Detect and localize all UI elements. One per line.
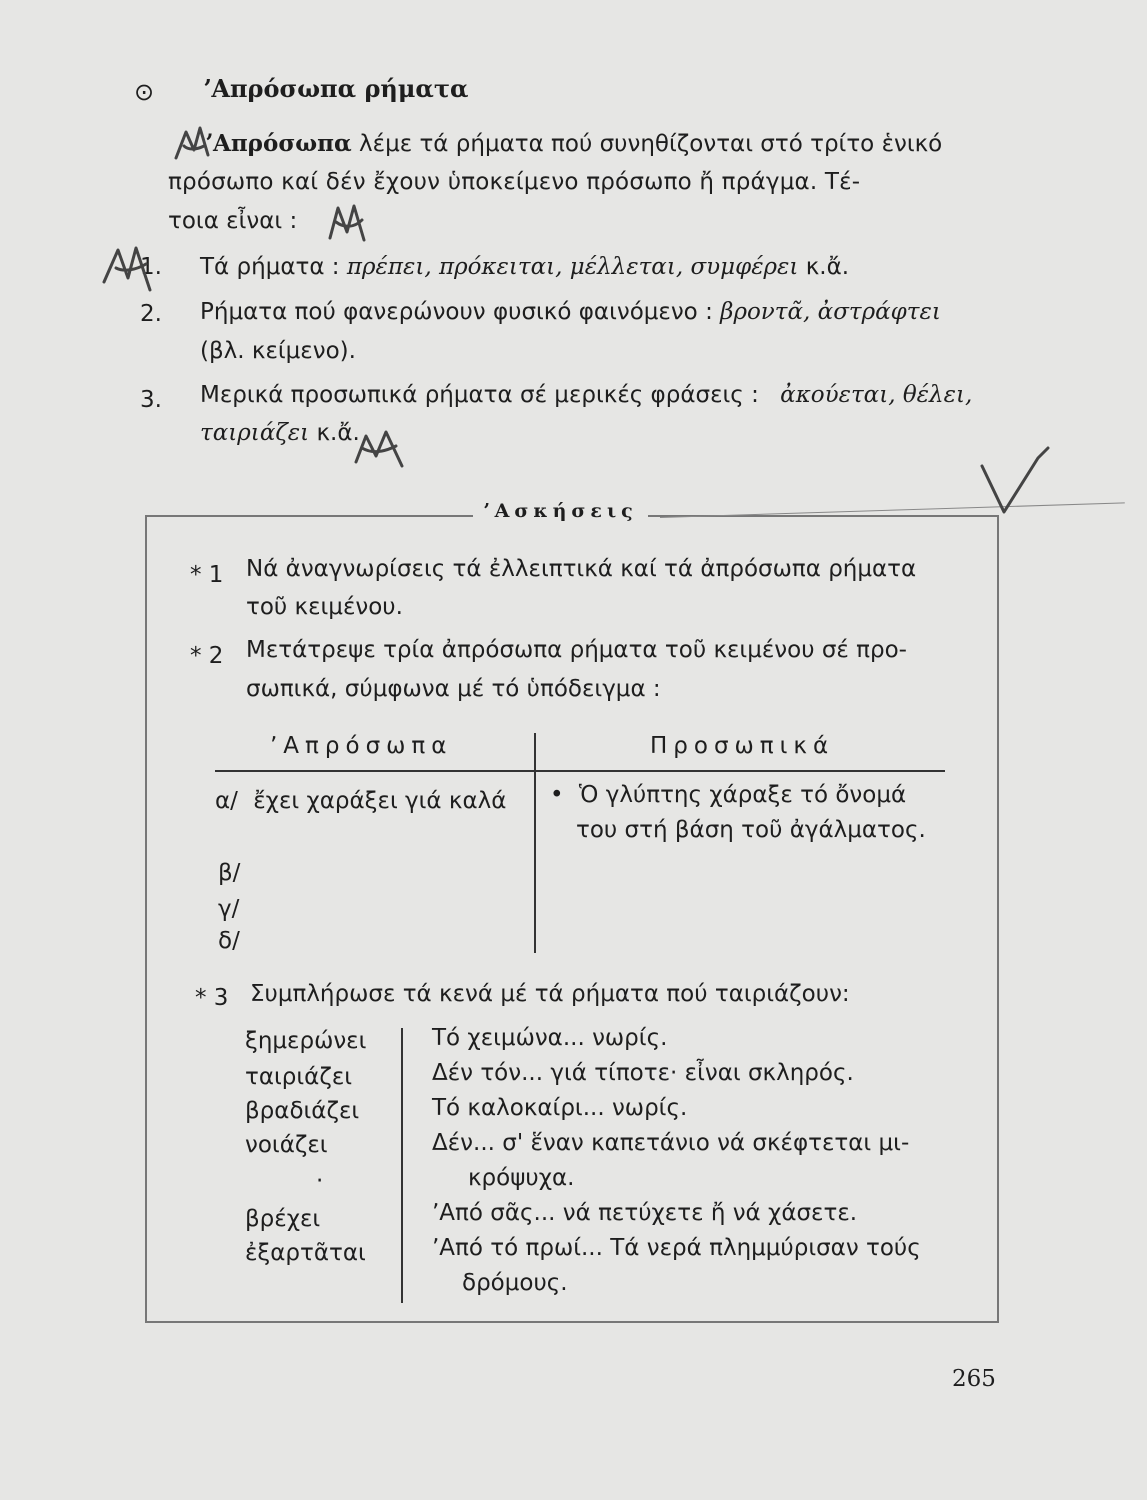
item-1-examples: πρέπει, πρόκειται, μέλλεται, συμφέρει [346,254,799,280]
table-header-impersonal: ʼΑπρόσωπα [270,733,453,759]
verb-1: ξημερώνει [245,1028,367,1054]
item-3-line-2-examples: ταιριάζει [200,420,310,446]
page-number: 265 [952,1366,996,1392]
item-2-examples: βροντᾶ, ἀστράφτει [720,299,941,325]
exercise-2-marker: * 2 [190,643,224,669]
exercise-1-line-2: τοῦ κειμένου. [246,594,403,620]
sentence-1: Τό χειμώνα... νωρίς. [432,1025,668,1051]
table-row-c-label: γ/ [218,896,240,922]
exercise-3-marker: * 3 [195,985,229,1011]
table-row-a-left: ἔχει χαράξει γιά καλά [253,788,507,814]
table-row-a-label: α/ [215,788,238,814]
table-header-personal: Προσωπικά [650,733,835,759]
intro-line-2: πρόσωπο καί δέν ἔχουν ὑποκείμενο πρόσωπο ἤ πράγμα. Τέ- [168,169,861,195]
item-2-text: Ρήματα πού φανερώνουν φυσικό φαινόμενο : [200,299,713,325]
section-symbol: ⊙ [134,78,155,106]
item-3-line-2-suffix: κ.ἄ. [316,420,360,446]
exercise-1-line-1: Νά ἀναγνωρίσεις τά ἐλλειπτικά καί τά ἀπρόσωπα ρήματα [246,556,917,582]
handwritten-mark-4 [356,432,402,466]
exercise-2-line-1: Μετάτρεψε τρία ἀπρόσωπα ρήματα τοῦ κειμένου σέ προ- [246,637,907,663]
intro-line-1-rest: λέμε τά ρήματα πού συνηθίζονται στό τρίτο ἑνικό [359,131,943,157]
verb-3: βραδιάζει [245,1098,360,1124]
verb-4: νοιάζει [245,1132,328,1158]
exercise-3-instruction: Συμπλήρωσε τά κενά μέ τά ρήματα πού ταιριάζουν: [250,981,850,1007]
sentence-4-cont: κρόψυχα. [468,1165,575,1191]
item-3-number: 3. [140,387,162,413]
table-row-a-right-text: Ὁ γλύπτης χάραξε τό ὄνομά [578,782,907,808]
verb-list-dot: · [316,1168,324,1194]
exercise-1-marker: * 1 [190,562,224,588]
sentence-4: Δέν... σ' ἕναν καπετάνιο νά σκέφτεται μι- [432,1130,910,1156]
item-1-suffix: κ.ἄ. [805,254,850,280]
item-3-text: Μερικά προσωπικά ρήματα σέ μερικές φράσεις : [200,382,759,408]
exercise-2-line-2: σωπικά, σύμφωνα μέ τό ὑπόδειγμα : [246,676,661,702]
handwritten-checkmark [982,448,1048,512]
verb-2: ταιριάζει [245,1064,353,1090]
item-2-line-2: (βλ. κείμενο). [200,338,356,364]
table-row-d-label: δ/ [218,928,240,954]
table-row-a-right-line-2: του στή βάση τοῦ ἀγάλματος. [576,817,926,843]
handwritten-mark-1 [176,128,208,158]
sentence-3: Τό καλοκαίρι... νωρίς. [432,1095,688,1121]
item-3-examples: ἀκούεται, θέλει, [780,382,973,408]
sentence-6-cont: δρόμους. [462,1270,568,1296]
item-1-text: Τά ρήματα : [200,254,340,280]
table-row-b-label: β/ [218,860,241,886]
intro-line-3: τοια εἶναι : [168,208,298,234]
exercises-title: ʼΑσκήσεις [473,500,648,522]
handwritten-mark-2 [330,206,364,240]
section-title: ʼΑπρόσωπα ρήματα [203,74,469,103]
intro-term: ʼΑπρόσωπα [205,130,352,157]
verb-6: ἐξαρτᾶται [245,1240,366,1266]
item-1-number: 1. [140,254,162,280]
sentence-6: ʼΑπό τό πρωί... Τά νερά πλημμύρισαν τούς [432,1235,921,1261]
sentence-5: ʼΑπό σᾶς... νά πετύχετε ἤ νά χάσετε. [432,1200,858,1226]
item-2-number: 2. [140,301,162,327]
table-row-a-bullet: • [550,782,564,808]
verb-5: βρέχει [245,1206,321,1232]
handwritten-mark-3 [104,248,150,290]
sentence-2: Δέν τόν... γιά τίποτε· εἶναι σκληρός. [432,1060,854,1086]
